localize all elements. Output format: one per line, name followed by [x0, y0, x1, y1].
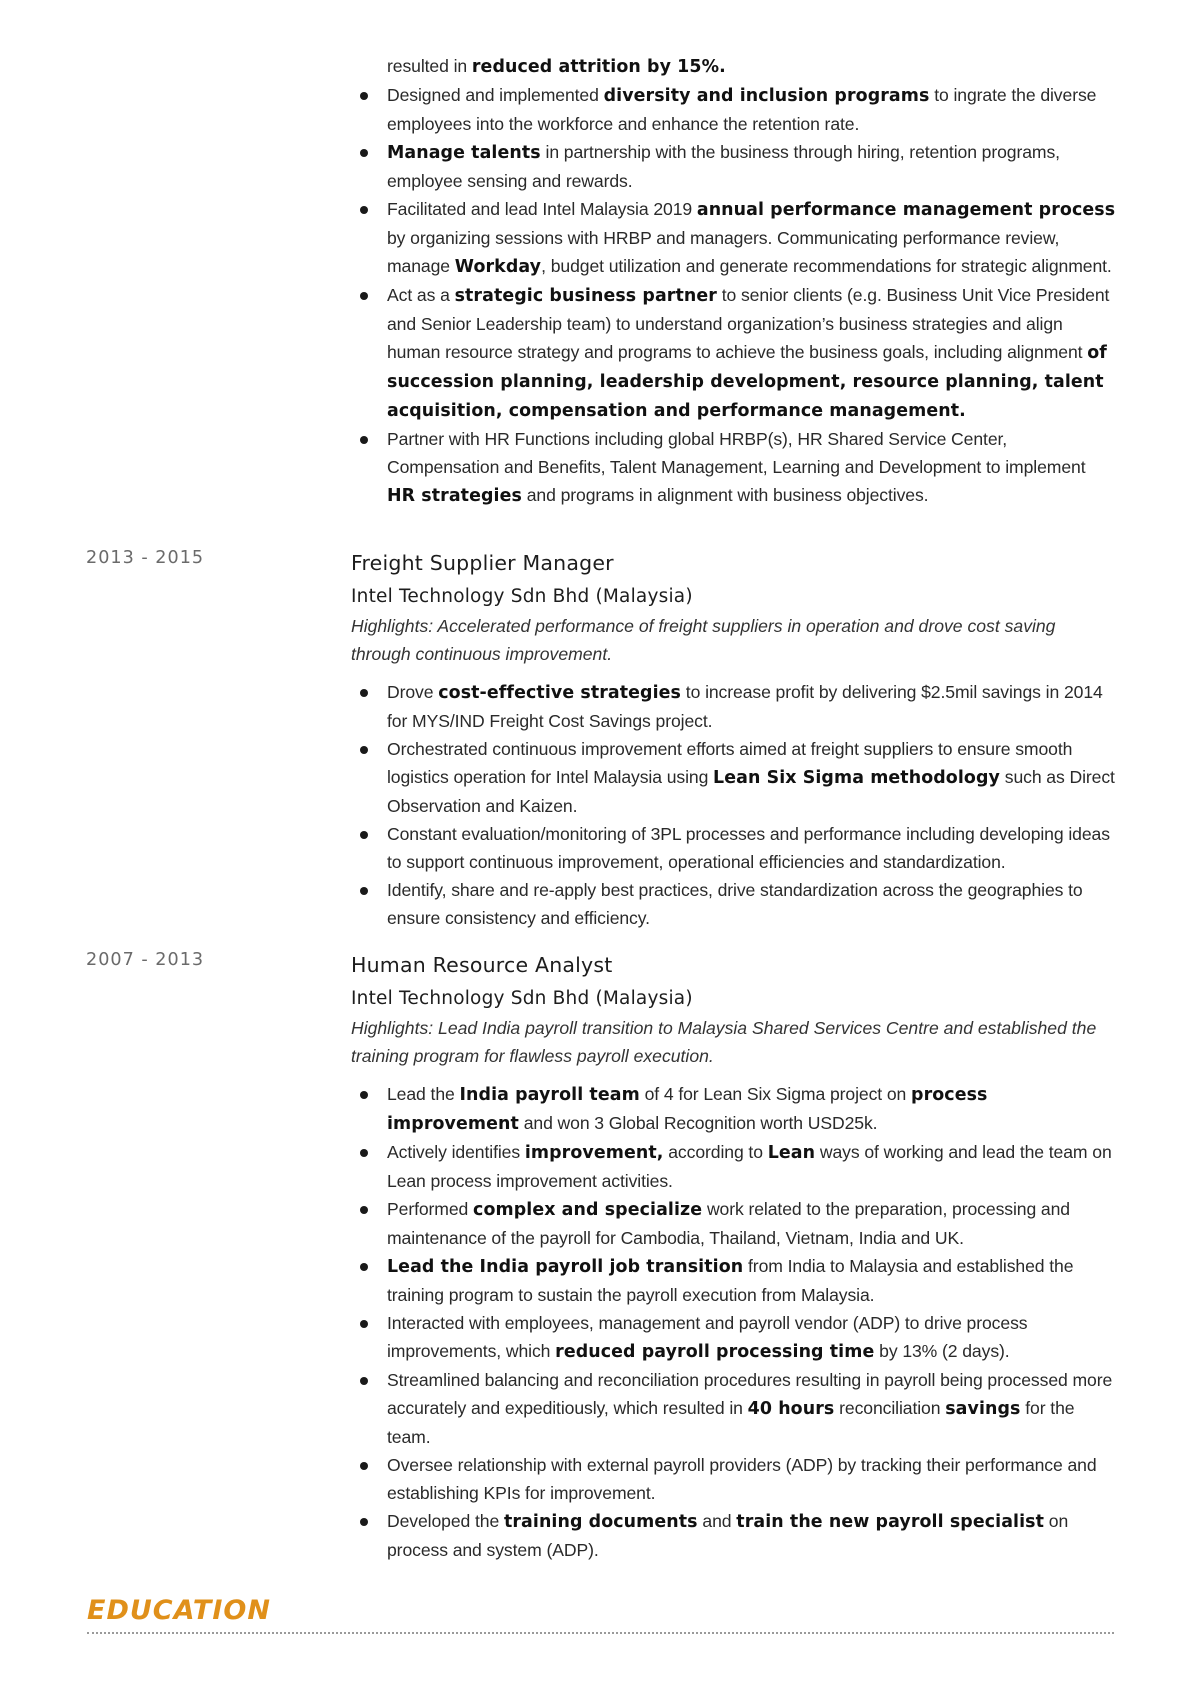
bullet-dot-icon — [360, 92, 368, 100]
bullet-dot-icon — [360, 1149, 368, 1157]
bullet-dot-icon — [360, 689, 368, 697]
bullet-item — [387, 138, 1117, 195]
bullet-text-bold: Manage talents — [387, 143, 541, 163]
job-title: Human Resource Analyst — [351, 953, 613, 977]
bullet-item — [387, 678, 1122, 735]
education-heading: EDUCATION — [87, 1595, 271, 1626]
bullet-item — [387, 1451, 1122, 1507]
bullet-text-bold: Workday — [454, 257, 542, 277]
job-bullets — [387, 678, 1122, 932]
previous-role-bullets — [387, 52, 1117, 510]
bullet-dot-icon — [360, 436, 368, 444]
experience-date: 2013 - 2015 — [86, 548, 205, 568]
bullet-dot-icon — [360, 149, 368, 157]
bullet-text-bold: training documents — [503, 1512, 698, 1532]
bullet-item — [387, 81, 1117, 138]
bullet-text: Performed — [387, 1199, 474, 1219]
bullet-text-bold: strategic business partner — [454, 286, 717, 306]
bullet-text: to ingrate the diverse employees into the workforce and enhance the retention rate. — [387, 85, 1097, 134]
bullet-dot-icon — [360, 1206, 368, 1214]
bullet-text: on process and system (ADP). — [387, 1511, 1069, 1560]
bullet-text-bold: diversity and inclusion programs — [603, 86, 930, 106]
bullet-item — [387, 876, 1122, 932]
bullet-text: , budget utilization and generate recommendations for strategic alignment. — [541, 256, 1112, 276]
bullet-text: and programs in alignment with business objectives. — [521, 485, 929, 505]
bullet-item — [387, 1138, 1122, 1195]
bullet-text-bold: Lean Six Sigma methodology — [713, 768, 1000, 788]
bullet-text: and won 3 Global Recognition worth USD25k. — [518, 1113, 878, 1133]
bullet-text: of 4 for Lean Six Sigma project on — [639, 1084, 912, 1104]
bullet-dot-icon — [360, 292, 368, 300]
bullet-text-bold: process improvement — [387, 1085, 988, 1134]
bullet-item — [387, 1252, 1122, 1309]
bullet-dot-icon — [360, 1320, 368, 1328]
bullet-text-bold: Lead the India payroll job transition — [387, 1257, 744, 1277]
bullet-text-bold: reduced attrition by 15%. — [471, 57, 726, 77]
bullet-text: ways of working and lead the team on Lean process improvement activities. — [387, 1142, 1112, 1191]
bullet-text: Facilitated and lead Intel Malaysia 2019 — [387, 199, 697, 219]
bullet-text: Lead the — [387, 1084, 460, 1104]
bullet-item — [387, 52, 1117, 81]
job-title: Freight Supplier Manager — [351, 551, 614, 575]
bullet-item — [387, 1080, 1122, 1138]
bullet-dot-icon — [360, 1377, 368, 1385]
bullet-text: according to — [663, 1142, 768, 1162]
bullet-text: reconciliation — [834, 1398, 946, 1418]
bullet-item — [387, 735, 1122, 820]
bullet-dot-icon — [360, 831, 368, 839]
job-highlights: Highlights: Accelerated performance of freight suppliers in operation and drove cost saving through continuous improvement. — [351, 616, 1056, 664]
experience-body — [351, 548, 1121, 932]
experience-date: 2007 - 2013 — [86, 950, 205, 970]
bullet-text: Drove — [387, 682, 439, 702]
bullet-item — [387, 1195, 1122, 1252]
bullet-text: Actively identifies — [387, 1142, 525, 1162]
bullet-text-bold: HR strategies — [387, 486, 522, 506]
bullet-dot-icon — [360, 887, 368, 895]
bullet-item — [387, 425, 1117, 510]
bullet-item — [387, 820, 1122, 876]
bullet-text: Designed and implemented — [387, 85, 604, 105]
bullet-text-bold: of succession planning, leadership development, resource planning, talent acquisition, compensation and performance management. — [387, 343, 1107, 421]
bullet-text: Identify, share and re-apply best practices, drive standardization across the geographies to ensure consistency and efficiency. — [387, 880, 1083, 928]
bullet-dot-icon — [360, 206, 368, 214]
bullet-dot-icon — [360, 1263, 368, 1271]
previous-role-continuation — [387, 52, 1117, 510]
bullet-dot-icon — [360, 1518, 368, 1526]
bullet-item — [387, 1366, 1122, 1451]
bullet-text: Constant evaluation/monitoring of 3PL processes and performance including developing ideas to support continuous improvement, operational efficiencies and standardization. — [387, 824, 1110, 872]
bullet-text-bold: reduced payroll processing time — [555, 1342, 875, 1362]
bullet-text: Streamlined balancing and reconciliation procedures resulting in payroll being processed more accurately and expeditiously, which resulted in — [387, 1370, 1113, 1418]
bullet-text: to senior clients (e.g. Business Unit Vice President and Senior Leadership team) to understand organization’s business strategies and align human resource strategy and programs to achieve the business goals, including alignment — [387, 285, 1110, 362]
bullet-text: work related to the preparation, processing and maintenance of the payroll for Cambodia, Thailand, Vietnam, India and UK. — [387, 1199, 1070, 1248]
job-highlights: Highlights: Lead India payroll transition to Malaysia Shared Services Centre and established the training program for flawless payroll execution. — [351, 1018, 1097, 1066]
bullet-text: Partner with HR Functions including global HRBP(s), HR Shared Service Center, Compensation and Benefits, Talent Management, Learning and Development to implement — [387, 429, 1086, 477]
bullet-text-bold: train the new payroll specialist — [736, 1512, 1045, 1532]
bullet-text: in partnership with the business through hiring, retention programs, employee sensing and rewards. — [387, 142, 1060, 191]
bullet-text: Orchestrated continuous improvement efforts aimed at freight suppliers to ensure smooth logistics operation for Intel Malaysia using — [387, 739, 1073, 787]
bullet-item — [387, 281, 1117, 425]
section-divider — [87, 1632, 1114, 1634]
experience-body — [351, 950, 1121, 1564]
bullet-text: such as Direct Observation and Kaizen. — [387, 767, 1115, 816]
bullet-text: Interacted with employees, management and payroll vendor (ADP) to drive process improvements, which — [387, 1313, 1028, 1361]
bullet-text: from India to Malaysia and established the training program to sustain the payroll execution from Malaysia. — [387, 1256, 1074, 1305]
bullet-text-bold: cost-effective strategies — [438, 683, 682, 703]
bullet-item — [387, 1309, 1122, 1366]
bullet-text-bold: 40 hours — [747, 1399, 835, 1419]
bullet-dot-icon — [360, 1462, 368, 1470]
bullet-text-bold: annual performance management process — [696, 200, 1116, 220]
company-name: Intel Technology Sdn Bhd (Malaysia) — [351, 586, 693, 607]
bullet-text: to increase profit by delivering $2.5mil savings in 2014 for MYS/IND Freight Cost Savings project. — [387, 682, 1103, 731]
job-bullets — [387, 1080, 1122, 1564]
bullet-text: Oversee relationship with external payroll providers (ADP) by tracking their performance and establishing KPIs for improvement. — [387, 1455, 1097, 1503]
bullet-text-bold: Lean — [767, 1143, 816, 1163]
bullet-text: and — [697, 1511, 737, 1531]
bullet-text: Developed the — [387, 1511, 504, 1531]
bullet-text: Act as a — [387, 285, 455, 305]
company-name: Intel Technology Sdn Bhd (Malaysia) — [351, 988, 693, 1009]
bullet-text: by organizing sessions with HRBP and managers. Communicating performance review, manage — [387, 228, 1060, 276]
bullet-text-bold: India payroll team — [459, 1085, 640, 1105]
bullet-dot-icon — [360, 1091, 368, 1099]
bullet-text-bold: complex and specialize — [473, 1200, 703, 1220]
bullet-text-bold: savings — [945, 1399, 1021, 1419]
bullet-text: resulted in — [387, 56, 472, 76]
bullet-text-bold: improvement, — [524, 1143, 664, 1163]
bullet-text: by 13% (2 days). — [874, 1341, 1010, 1361]
bullet-dot-icon — [360, 746, 368, 754]
bullet-item — [387, 1507, 1122, 1564]
bullet-item — [387, 195, 1117, 281]
bullet-text: for the team. — [387, 1398, 1075, 1447]
